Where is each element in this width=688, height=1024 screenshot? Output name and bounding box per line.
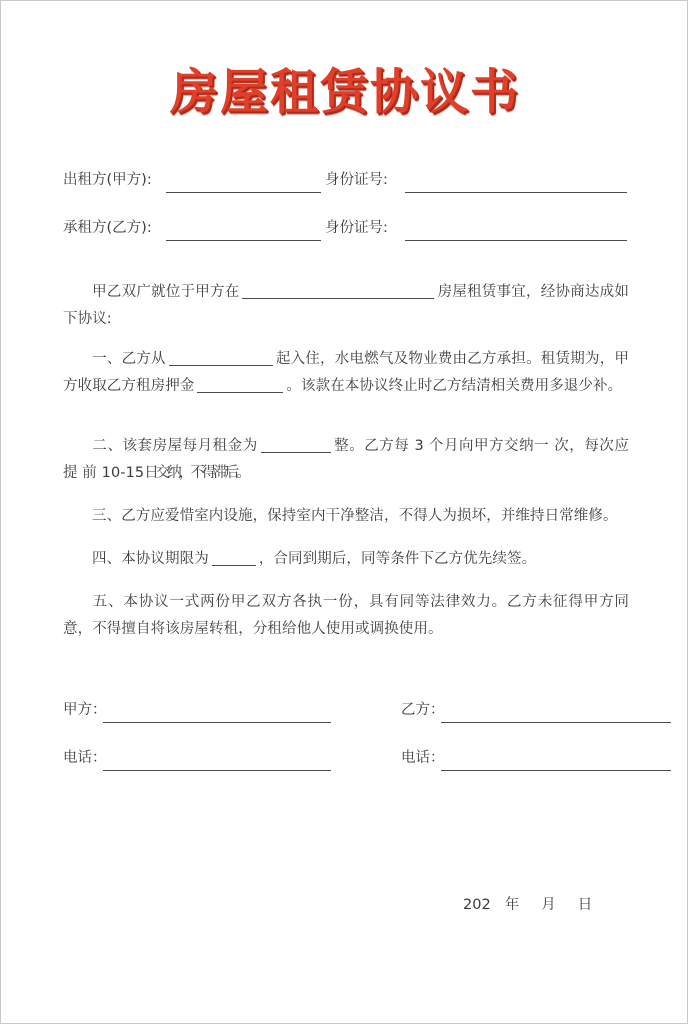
signature-lessee-blank[interactable] bbox=[441, 722, 671, 723]
clause-4-number: 四、 bbox=[92, 551, 122, 567]
clause-3-number: 三、 bbox=[92, 508, 122, 524]
lessor-phone-label: 电话： bbox=[63, 750, 107, 766]
clause-2-number: 二、 bbox=[92, 438, 123, 454]
clause-5-number: 五、 bbox=[92, 594, 124, 610]
date-month-unit: 月 bbox=[541, 897, 556, 913]
clause-1-seg4: 。该款在本协议终止时乙方结清相关费用多退少补。 bbox=[286, 378, 623, 394]
signature-row-phones bbox=[63, 746, 629, 772]
clause-3-seg1: 乙方应爱惜室内设施，保持室内干净整洁，不得人为损坏，并维持日常维修。 bbox=[121, 508, 618, 524]
clause-2-seg1: 该套房屋每月租金为 bbox=[122, 438, 258, 454]
lessor-id-label: 身份证号: bbox=[325, 172, 388, 188]
lessee-id-label: 身份证号: bbox=[325, 220, 388, 236]
lessee-row bbox=[63, 216, 629, 242]
page-title: 房屋租赁协议书 bbox=[169, 64, 520, 120]
date-line bbox=[463, 893, 592, 914]
date-year-unit: 年 bbox=[504, 897, 520, 913]
property-address-blank[interactable] bbox=[242, 284, 434, 299]
lessee-label: 承租方(乙方): bbox=[63, 220, 152, 236]
title-container bbox=[1, 53, 688, 122]
monthly-rent-blank[interactable] bbox=[261, 438, 331, 453]
lessor-name-blank[interactable] bbox=[166, 192, 321, 193]
clause-2-seg3: 日交纳，不得滞后。 bbox=[144, 465, 248, 481]
signature-row-parties bbox=[63, 698, 629, 724]
preamble-text-after: 房屋租赁事宜，经协商达成如下协议: bbox=[63, 284, 629, 327]
clause-4 bbox=[63, 546, 629, 573]
lessee-phone-label: 电话： bbox=[401, 750, 445, 766]
lessor-row bbox=[63, 168, 629, 194]
signature-lessee-label: 乙方： bbox=[401, 702, 445, 718]
clause-2-seg2: 整。乙方每 3 个月向甲方交纳一 次，每次应提 前 10-15 bbox=[63, 438, 629, 481]
clause-1 bbox=[63, 346, 629, 400]
clause-1-number: 一、 bbox=[92, 351, 122, 367]
clause-4-seg1: 本协议期限为 bbox=[121, 551, 209, 567]
preamble-paragraph bbox=[63, 279, 629, 333]
signature-lessor-label: 甲方： bbox=[63, 702, 107, 718]
lessor-id-blank[interactable] bbox=[405, 192, 627, 193]
lessor-label: 出租方(甲方): bbox=[63, 172, 152, 188]
signature-lessor-blank[interactable] bbox=[103, 722, 331, 723]
move-in-date-blank[interactable] bbox=[169, 351, 273, 366]
clause-5-seg1: 本协议一式两份甲乙双方各执一份，具有同等法律效力。乙方未征得甲方同意，不得擅自将该房屋转租，分租给他人使用或调换使用。 bbox=[63, 594, 630, 637]
lessee-name-blank[interactable] bbox=[166, 240, 321, 241]
deposit-amount-blank[interactable] bbox=[197, 378, 283, 393]
date-day-unit: 日 bbox=[577, 897, 593, 913]
lessee-id-blank[interactable] bbox=[405, 240, 627, 241]
lease-term-blank[interactable] bbox=[212, 551, 256, 566]
clause-1-seg1: 乙方从 bbox=[121, 351, 166, 367]
lessee-phone-blank[interactable] bbox=[441, 770, 671, 771]
clause-2 bbox=[63, 433, 629, 487]
clause-5 bbox=[63, 589, 629, 643]
clause-4-seg2: ，合同到期后，同等条件下乙方优先续签。 bbox=[258, 551, 537, 567]
preamble-text-before: 甲乙双广就位于甲方在 bbox=[92, 284, 240, 300]
date-year-value[interactable]: 202 bbox=[463, 897, 491, 913]
lessor-phone-blank[interactable] bbox=[103, 770, 331, 771]
clause-1-seg2: 起入住，水电燃气及物业费由乙方承担。租赁期为 bbox=[275, 351, 600, 367]
clause-1-seg3: ，甲方收取乙方租房押金 bbox=[63, 351, 630, 394]
clause-3 bbox=[63, 503, 629, 530]
